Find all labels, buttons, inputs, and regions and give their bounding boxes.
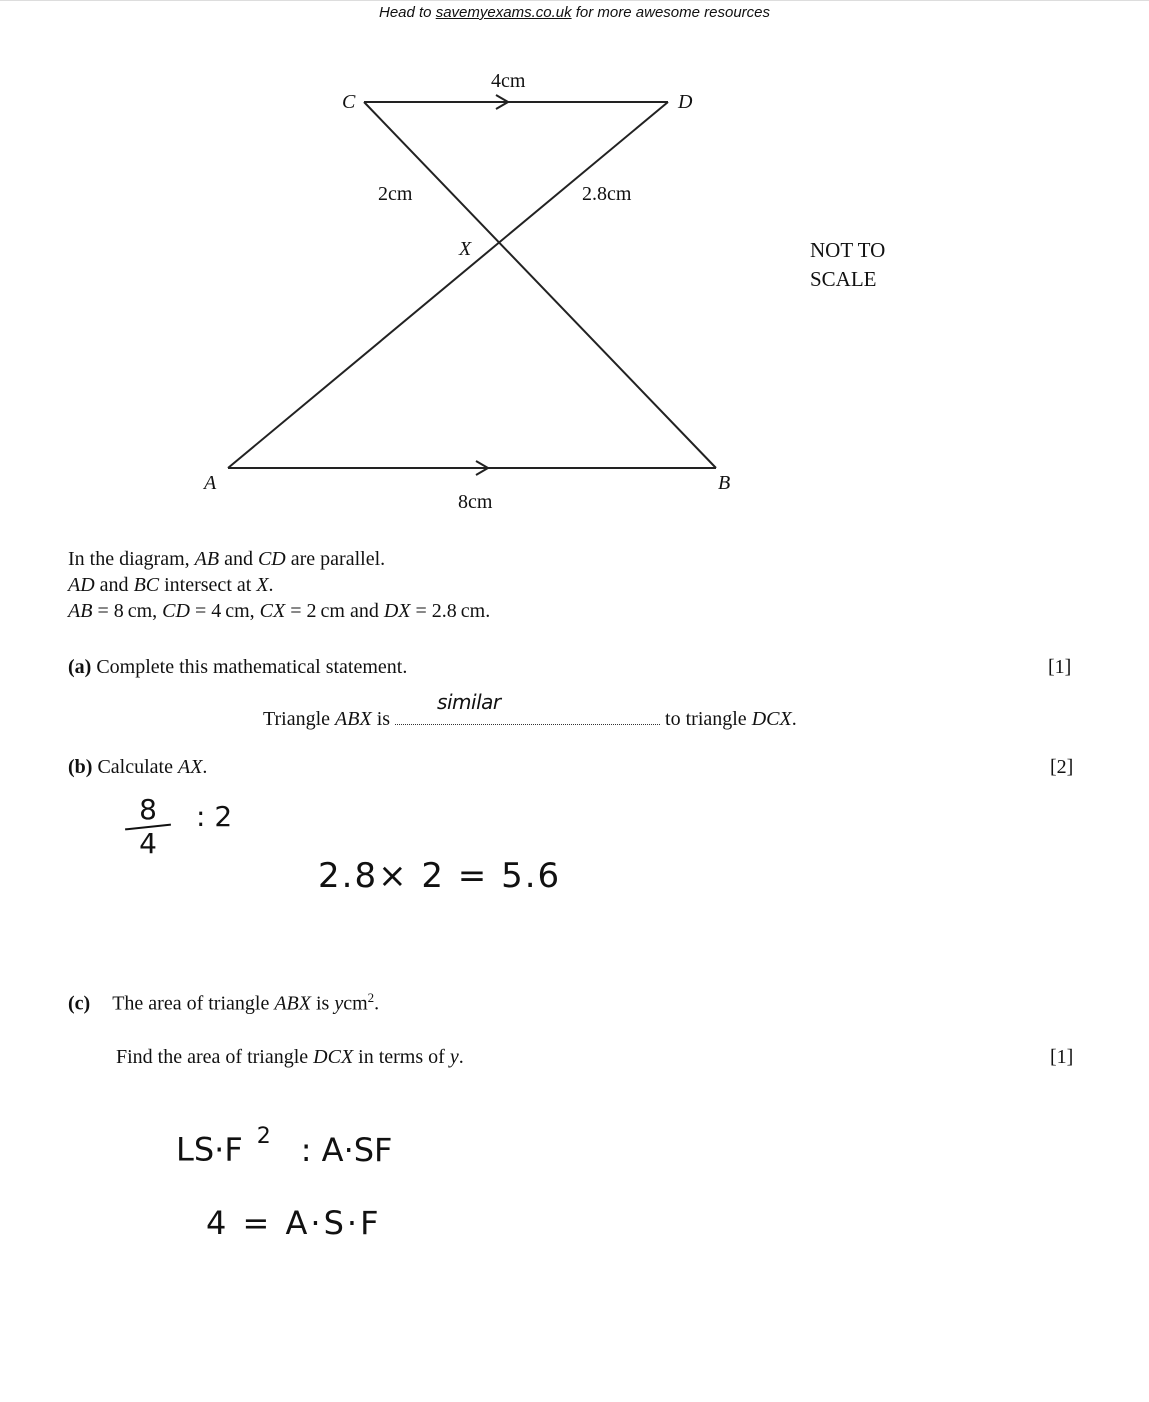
header-prefix: Head to (378, 4, 436, 21)
intro-line-1: In the diagram, AB and CD are parallel. (68, 548, 386, 570)
part-b-label: (b) (68, 756, 93, 778)
part-a-statement: Triangle ABX is similar to triangle DCX. (263, 690, 797, 730)
point-label-b: B (718, 472, 731, 494)
part-a-answer-field[interactable] (395, 690, 660, 725)
point-label-x: X (459, 238, 472, 260)
segment-cb (364, 102, 716, 468)
length-label-dx: 2.8cm (582, 183, 632, 205)
note-line-2: SCALE (810, 267, 877, 291)
part-b-work-fraction (118, 794, 178, 860)
part-c-question-line-1: (c) The area of triangle ABX is ycm$^2$. (68, 990, 380, 1015)
not-to-scale-note (810, 236, 885, 294)
part-c-work-line-2: 4 = A·S·F (206, 1204, 382, 1242)
part-b-question: (b) Calculate AX. (68, 756, 208, 778)
part-b-work-numerator: 8 (139, 793, 157, 826)
segment-da (228, 102, 668, 468)
header-site-link[interactable]: savemyexams.co.uk (435, 4, 572, 21)
part-b-marks: [2] (1050, 756, 1074, 778)
part-c-marks: [1] (1050, 1046, 1074, 1068)
length-label-cx: 2cm (378, 183, 413, 205)
point-label-d: D (678, 91, 693, 113)
intro-line-3: AB = 8 cm, CD = 4 cm, CX = 2 cm and DX = 2.8 cm. (68, 600, 491, 622)
part-a-handwritten-answer: similar (437, 690, 501, 714)
point-label-a: A (204, 472, 217, 494)
length-label-ab: 8cm (458, 491, 493, 513)
part-c-work-line-1: LS·F $^2$ : A·SF (176, 1124, 393, 1169)
note-line-1: NOT TO (810, 238, 886, 262)
length-label-cd: 4cm (491, 70, 526, 92)
part-b-work-denominator: 4 (139, 827, 157, 860)
similar-triangles-diagram (0, 0, 1149, 530)
part-a-marks: [1] (1048, 656, 1072, 678)
point-label-c: C (342, 91, 356, 113)
part-b-work-ratio: : 2 (196, 800, 233, 833)
header-suffix: for more awesome resources (571, 4, 770, 21)
part-c-label: (c) (68, 992, 91, 1015)
part-a-question: (a) Complete this mathematical statement. (68, 656, 408, 678)
part-a-label: (a) (68, 656, 92, 678)
part-c-question-line-2: Find the area of triangle DCX in terms of y. (116, 1046, 464, 1068)
intro-line-2: AD and BC intersect at X. (68, 574, 274, 596)
part-b-work-calculation: 2.8× 2 = 5.6 (318, 856, 562, 896)
